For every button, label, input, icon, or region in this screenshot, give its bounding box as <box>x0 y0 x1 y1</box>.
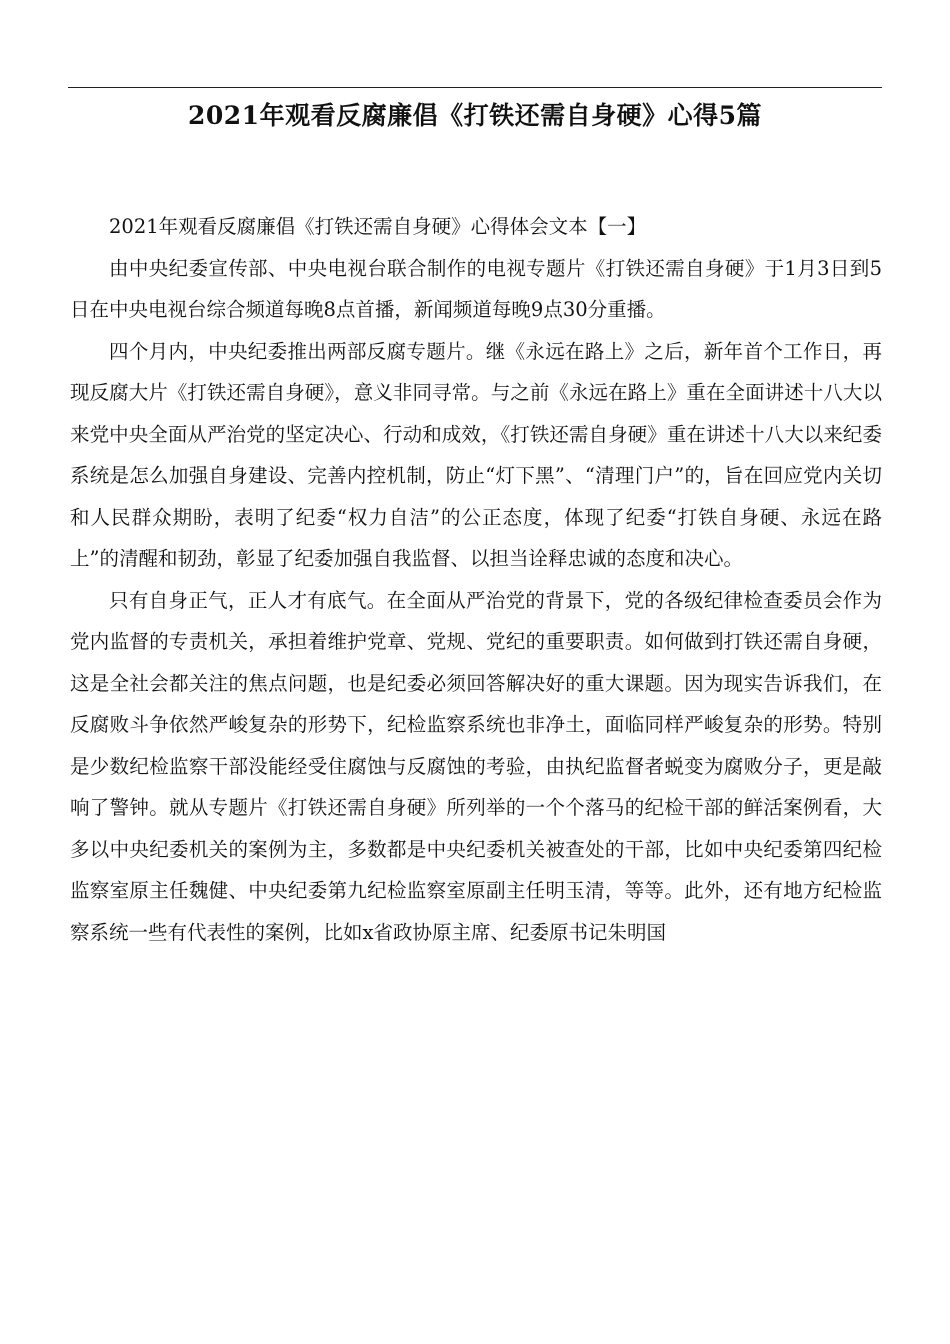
body-paragraph: 只有自身正气，正人才有底气。在全面从严治党的背景下，党的各级纪律检查委员会作为党内监督的专责机关，承担着维护党章、党规、党纪的重要职责。如何做到打铁还需自身硬，这是全社会都关注的焦点问题，也是纪委必须回答解决好的重大课题。因为现实告诉我们，在反腐败斗争依然严峻复杂的形势下，纪检监察系统也非净土，面临同样严峻复杂的形势。特别是少数纪检监察干部没能经受住腐蚀与反腐蚀的考验，由执纪监督者蜕变为腐败分子，更是敲响了警钟。就从专题片《打铁还需自身硬》所列举的一个个落马的纪检干部的鲜活案例看，大多以中央纪委机关的案例为主，多数都是中央纪委机关被查处的干部，比如中央纪委第四纪检监察室原主任魏健、中央纪委第九纪检监察室原副主任明玉清，等等。此外，还有地方纪检监察系统一些有代表性的案例，比如x省政协原主席、纪委原书记朱明国 <box>70 588 882 944</box>
section-heading: 2021年观看反腐廉倡《打铁还需自身硬》心得体会文本【一】 <box>109 215 647 238</box>
document-body <box>70 206 882 953</box>
header-rule <box>68 87 882 88</box>
body-paragraph: 四个月内，中央纪委推出两部反腐专题片。继《永远在路上》之后，新年首个工作日，再现反腐大片《打铁还需自身硬》，意义非同寻常。与之前《永远在路上》重在全面讲述十八大以来党中央全面从严治党的坚定决心、行动和成效，《打铁还需自身硬》重在讲述十八大以来纪委系统是怎么加强自身建设、完善内控机制，防止“灯下黑”、“清理门户”的，旨在回应党内关切和人民群众期盼，表明了纪委“权力自洁”的公正态度，体现了纪委“打铁自身硬、永远在路上”的清醒和韧劲，彰显了纪委加强自我监督、以担当诠释忠诚的态度和决心。 <box>70 339 882 570</box>
body-paragraph: 由中央纪委宣传部、中央电视台联合制作的电视专题片《打铁还需自身硬》于1月3日到5日在中央电视台综合频道每晚8点首播，新闻频道每晚9点30分重播。 <box>70 256 882 321</box>
document-title: 2021年观看反腐廉倡《打铁还需自身硬》心得5篇 <box>188 101 762 130</box>
